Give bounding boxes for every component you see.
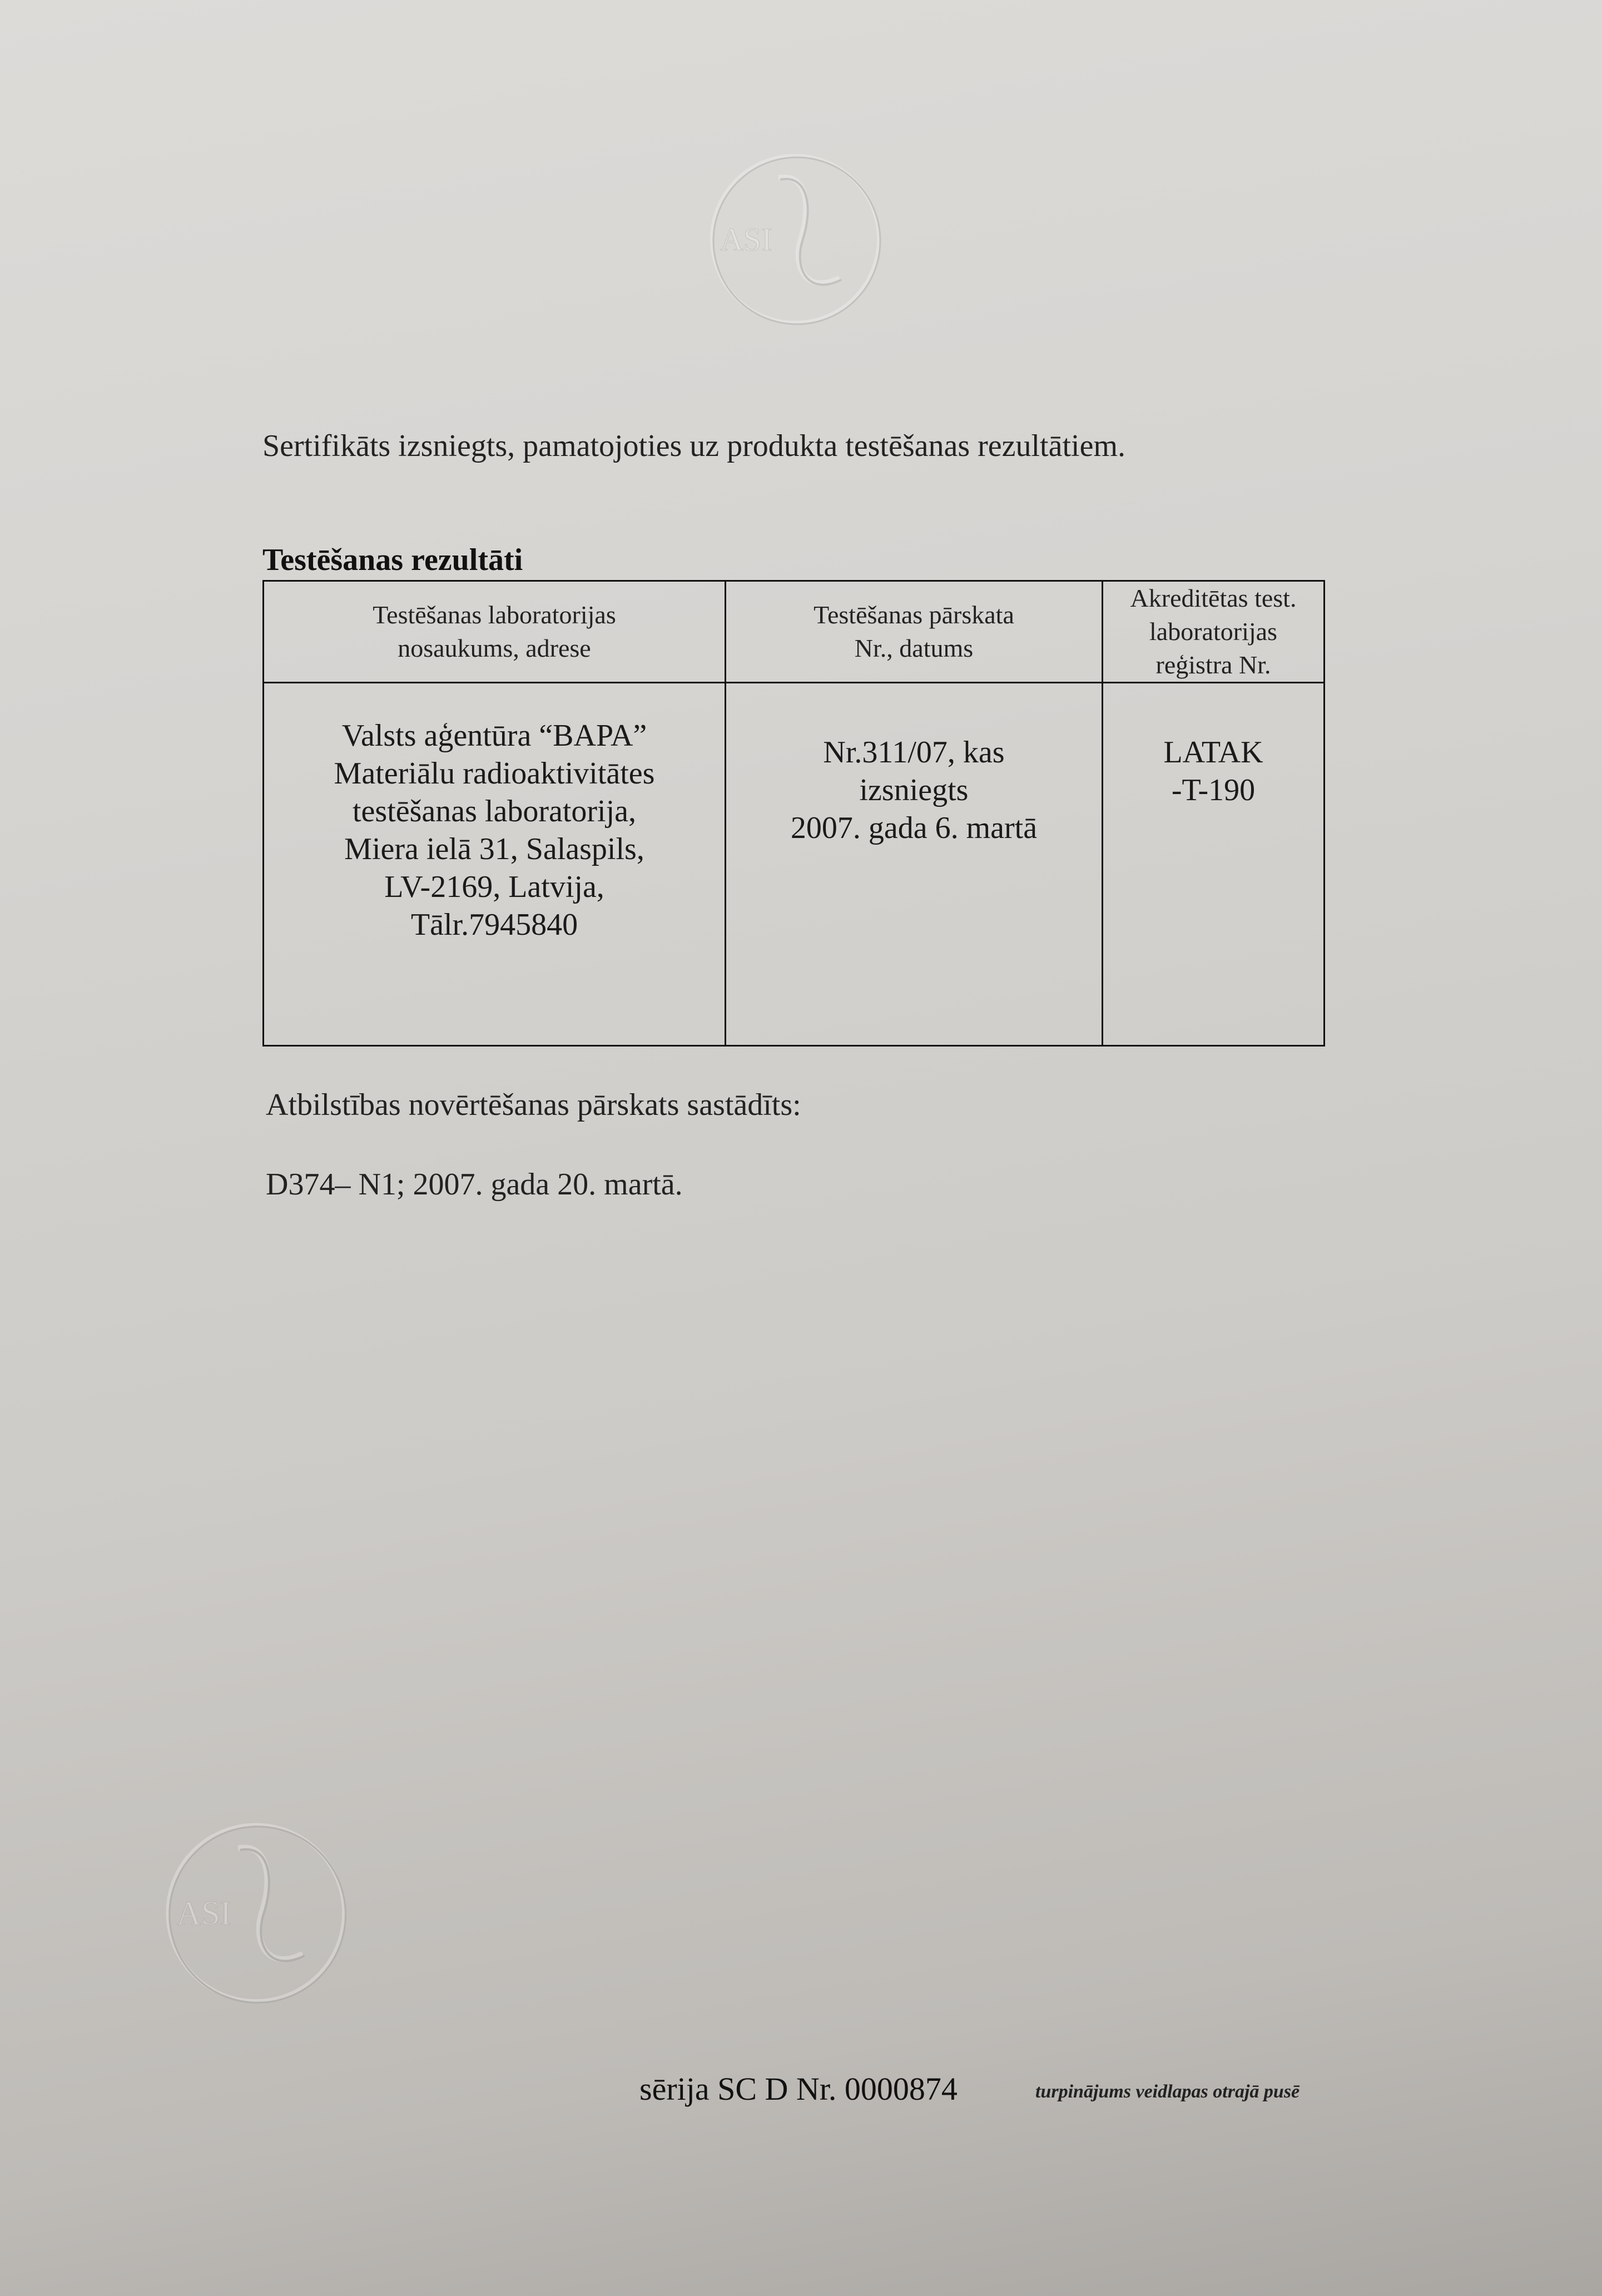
table-row [264, 683, 1325, 1046]
laboratory-cell [264, 683, 726, 1046]
header-line: Testēšanas laboratorijas [373, 601, 616, 629]
cell-line: testēšanas laboratorija, [352, 794, 636, 829]
header-report [726, 581, 1103, 683]
header-line: Nr., datums [854, 634, 974, 662]
header-line: Testēšanas pārskata [814, 601, 1014, 629]
registry-cell [1103, 683, 1325, 1046]
svg-text:ASI: ASI [176, 1895, 232, 1933]
header-line: reģistra Nr. [1155, 651, 1271, 679]
table-header-row [264, 581, 1325, 683]
header-laboratory [264, 581, 726, 683]
cell-line: Miera ielā 31, Salaspils, [344, 832, 644, 866]
results-title: Testēšanas rezultāti [262, 543, 523, 577]
serial-number: sērija SC D Nr. 0000874 [639, 2071, 958, 2107]
results-table [262, 580, 1325, 1047]
cell-line: Materiālu radioaktivitātes [334, 756, 655, 791]
conformity-reference: D374– N1; 2007. gada 20. martā. [266, 1167, 683, 1202]
report-cell [726, 683, 1103, 1046]
continuation-note: turpinājums veidlapas otrajā pusē [1035, 2081, 1300, 2102]
svg-text:ASI: ASI [720, 221, 772, 257]
header-line: Akreditētas test. [1130, 584, 1297, 612]
header-line: laboratorijas [1149, 617, 1277, 646]
cell-line: izsniegts [859, 773, 969, 807]
cell-line: -T-190 [1171, 773, 1256, 807]
cell-line: LATAK [1163, 735, 1263, 770]
cell-line: LV-2169, Latvija, [384, 870, 604, 904]
embossed-seal-icon [695, 139, 895, 339]
header-line: nosaukums, adrese [398, 634, 591, 662]
cell-line: 2007. gada 6. martā [790, 811, 1038, 845]
cell-line: Valsts aģentūra “BAPA” [341, 718, 647, 753]
header-registry [1103, 581, 1325, 683]
conformity-label: Atbilstības novērtēšanas pārskats sastādīts: [266, 1088, 801, 1122]
cell-line: Tālr.7945840 [410, 908, 578, 942]
cell-line: Nr.311/07, kas [823, 735, 1005, 770]
intro-statement: Sertifikāts izsniegts, pamatojoties uz produkta testēšanas rezultātiem. [262, 429, 1126, 463]
embossed-seal-icon [150, 1807, 361, 2019]
